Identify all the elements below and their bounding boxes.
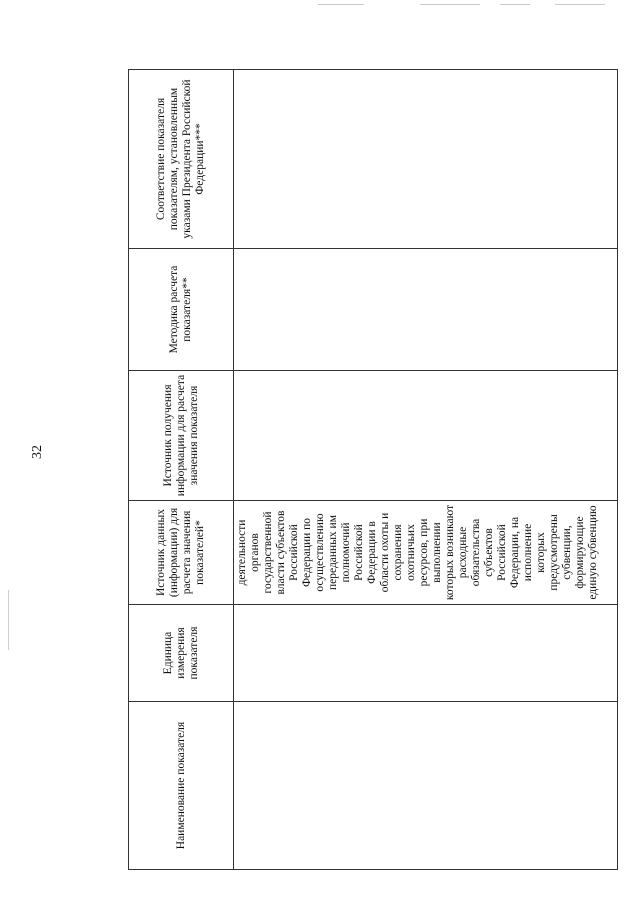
cell-data-source: деятельности органов государственной власти субъектов Российской Федерации по осуществлению переданных им полномочий Российской Федерации в области охоты и сохранения охотничьих ресурсов, при выполнении которых возникают расходные обязательства субъектов Российской Федерации, на исполнение которых предусмотрены субвенции, формирующие единую субвенцию xyxy=(234,501,618,605)
header-compliance: Соответствие показателя показателям, установленным указами Президента Российской Федерации*** xyxy=(129,70,234,249)
cell-unit xyxy=(234,605,618,702)
cell-method xyxy=(234,249,618,371)
cell-compliance xyxy=(234,70,618,249)
header-unit: Единица измерения показателя xyxy=(129,605,234,702)
scan-artifact-line xyxy=(555,4,605,5)
scan-artifact-line xyxy=(500,4,530,5)
scan-artifact-line xyxy=(420,4,480,5)
table-row xyxy=(234,70,618,870)
header-indicator-name: Наименование показателя xyxy=(129,702,234,870)
table-header-row xyxy=(129,70,234,870)
header-info-source: Источник получения информации для расчета значения показателя xyxy=(129,371,234,501)
cell-indicator-name xyxy=(234,702,618,870)
scan-artifact-line xyxy=(318,4,364,5)
header-data-source: Источник данных (информации) для расчета значения показателей* xyxy=(129,501,234,605)
scan-artifact-dot xyxy=(8,590,9,650)
page-number: 32 xyxy=(30,445,45,459)
indicator-table xyxy=(128,69,618,870)
indicator-table-wrapper xyxy=(128,70,618,870)
header-method: Методика расчета показателя** xyxy=(129,249,234,371)
cell-info-source xyxy=(234,371,618,501)
